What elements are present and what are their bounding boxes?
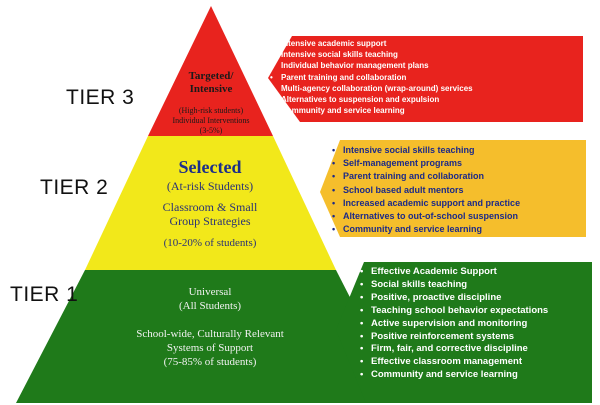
list-item: • Intensive social skills teaching	[332, 144, 520, 157]
pyramid-bottom-title: Universal (All Students)	[178, 286, 242, 312]
green-arrow-list	[360, 266, 588, 382]
list-item: • Firm, fair, and corrective discipline	[360, 343, 588, 356]
pyramid-middle-text	[110, 156, 310, 250]
list-item: • Intensive social skills teaching	[270, 49, 473, 60]
tier-1-label: TIER 1	[10, 283, 79, 306]
pyramid-middle-percent: (10-20% of students)	[163, 237, 257, 249]
pyramid-bottom-desc: School-wide, Culturally Relevant Systems of Support (75-85% of students)	[136, 328, 284, 368]
pyramid-middle-title: Selected	[178, 157, 242, 177]
list-item: • Effective classroom management	[360, 356, 588, 369]
pyramid-bottom-text	[100, 285, 320, 369]
list-item: • Self-management programs	[332, 157, 520, 170]
list-item: • Increased academic support and practice	[332, 197, 520, 210]
list-item: • Positive, proactive discipline	[360, 292, 588, 305]
list-item: • Community and service learning	[360, 369, 588, 382]
tier-2-label: TIER 2	[40, 176, 109, 199]
list-item: • Community and service learning	[332, 223, 520, 236]
list-item: • Community and service learning	[270, 105, 473, 116]
list-item: • Alternatives to out-of-school suspension	[332, 210, 520, 223]
list-item: • Effective Academic Support	[360, 266, 588, 279]
pyramid-top-subtext: (High-risk students) Individual Interventions (3-5%)	[172, 106, 250, 135]
yellow-arrow-list	[332, 144, 520, 236]
list-item: • School based adult mentors	[332, 184, 520, 197]
tier-3-label: TIER 3	[66, 86, 135, 109]
list-item: • Multi-agency collaboration (wrap-around) services	[270, 83, 473, 94]
list-item: • Positive reinforcement systems	[360, 331, 588, 344]
list-item: • Active supervision and monitoring	[360, 318, 588, 331]
list-item: • Social skills teaching	[360, 279, 588, 292]
list-item: • Individual behavior management plans	[270, 60, 473, 71]
pyramid-top-title: Targeted/ Intensive	[188, 70, 234, 95]
list-item: • Intensive academic support	[270, 38, 473, 49]
list-item: • Alternatives to suspension and expulsion	[270, 94, 473, 105]
pyramid-middle-desc: Classroom & Small Group Strategies	[162, 200, 258, 228]
red-arrow-list	[270, 38, 473, 116]
list-item: • Parent training and collaboration	[332, 170, 520, 183]
pyramid-top-text	[152, 70, 270, 136]
list-item: • Teaching school behavior expectations	[360, 305, 588, 318]
pyramid-middle-subtitle: (At-risk Students)	[166, 179, 254, 193]
list-item: • Parent training and collaboration	[270, 72, 473, 83]
